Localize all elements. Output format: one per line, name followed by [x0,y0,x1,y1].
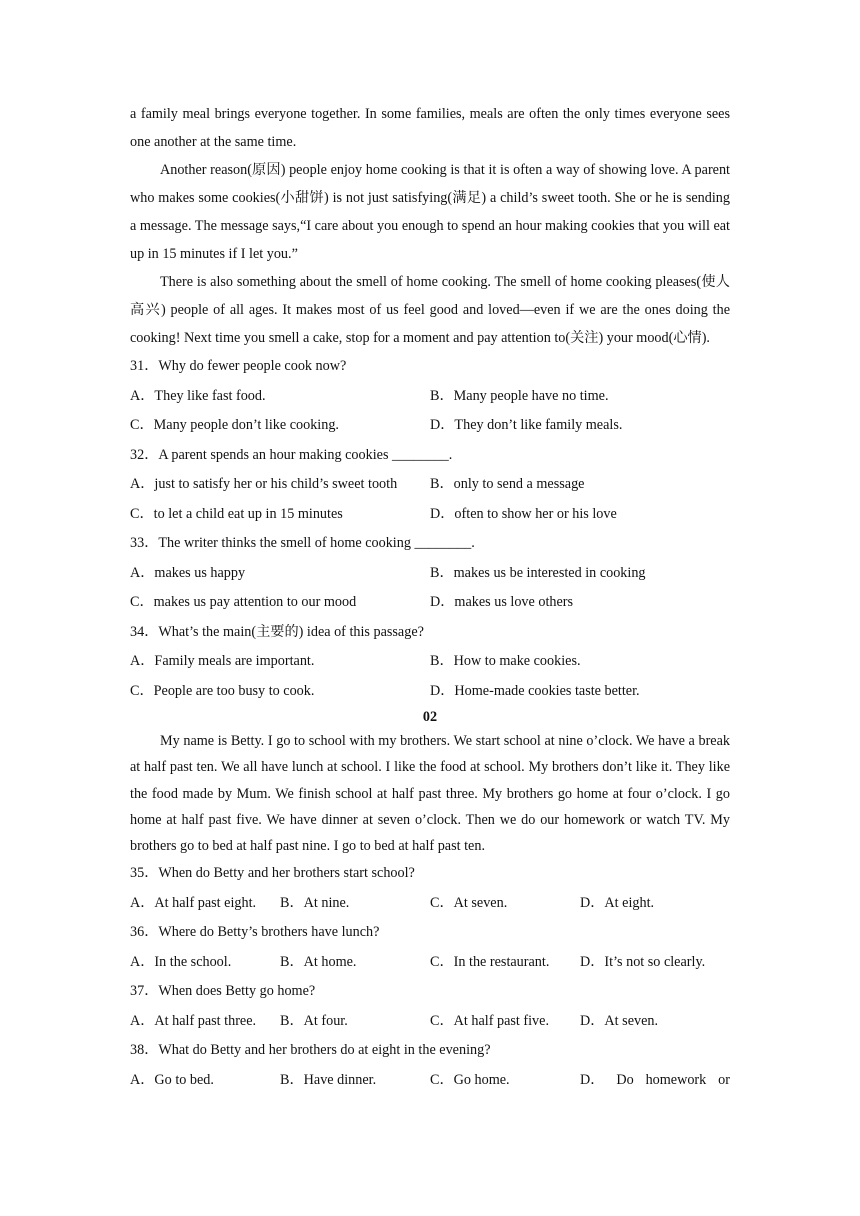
question-31-options-row-2 [130,411,730,441]
question-34-option-d: D．Home-made cookies taste better. [430,682,640,699]
question-38-option-c: C．Go home. [430,1071,510,1088]
question-35-option-b: B．At nine. [280,894,350,911]
passage2-paragraph: My name is Betty. I go to school with my brothers. We start school at nine o’clock. We have a break at half past ten. We all have lunch at school. I like the food at school. My brothers don’t like it. They like the food made by Mum. We finish school at half past three. My brothers go home at four o’clock. I go home at half past five. We have dinner at seven o’clock. Then we do our homework or watch TV. My brothers go to bed at half past nine. I go to bed at half past ten. [130,733,730,855]
question-38-option-b: B．Have dinner. [280,1071,377,1088]
question-38-option-d-word-2: homework [645,1071,707,1088]
question-33-stem: 33．The writer thinks the smell of home cooking ________. [130,535,475,551]
question-38-option-a: A．Go to bed. [130,1071,214,1088]
question-31-option-b: B．Many people have no time. [430,387,609,404]
question-32-option-d: D．often to show her or his love [430,505,617,522]
question-34-option-a: A．Family meals are important. [130,653,315,669]
question-38-option-d-letter: D． [580,1071,605,1088]
question-36-options-row [130,948,730,978]
section-heading: 02 [422,709,438,725]
question-36-option-c: C．In the restaurant. [430,953,550,970]
question-33-option-c: C．makes us pay attention to our mood [130,594,357,610]
question-37-stem: 37．When does Betty go home? [130,983,316,1000]
question-35-option-c: C．At seven. [430,894,508,911]
question-38-options-row [130,1066,730,1096]
question-32-option-a: A．just to satisfy her or his child’s sweet tooth [130,476,398,492]
question-37-options-row [130,1007,730,1037]
question-32-options-row-1 [130,470,730,500]
question-36-option-a: A．In the school. [130,953,232,970]
question-34-option-c: C．People are too busy to cook. [130,682,315,699]
question-36-option-b: B．At home. [280,953,357,970]
question-31-options-row-1 [130,382,730,412]
question-37-option-b: B．At four. [280,1012,348,1029]
question-32-option-c: C．to let a child eat up in 15 minutes [130,505,343,522]
question-36-option-d: D．It’s not so clearly. [580,953,706,970]
question-34-stem: 34．What’s the main(主要的) idea of this passage? [130,623,424,640]
question-32-options-row-2 [130,500,730,530]
question-31-option-c: C．Many people don’t like cooking. [130,417,339,433]
passage1-paragraph-3: There is also something about the smell of home cooking. The smell of home cooking pleases(使人高兴) people of all ages. It makes most of us feel good and loved—even if we are the ones doing the cooking! Next time you smell a cake, stop for a moment and pay attention to(关注) your mood(心情). [130,274,730,346]
question-36-stem: 36．Where do Betty’s brothers have lunch? [130,924,380,941]
question-33-options-row-1 [130,559,730,589]
question-33-options-row-2 [130,588,730,618]
question-37-option-d: D．At seven. [580,1012,659,1029]
question-33-option-a: A．makes us happy [130,564,246,581]
question-31-stem: 31．Why do fewer people cook now? [130,358,347,374]
document-page [130,100,730,1095]
question-35-options-row [130,889,730,919]
question-34-options-row-1 [130,647,730,677]
question-33-option-d: D．makes us love others [430,594,574,610]
question-34-option-b: B．How to make cookies. [430,653,581,669]
passage1-paragraph-2: Another reason(原因) people enjoy home cooking is that it is often a way of showing love. A parent who makes some cookies(小甜饼) is not just satisfying(满足) a child’s sweet tooth. She or he is sending a message. The message says,“I care about you enough to spend an hour making cookies that you will eat up in 15 minutes if I let you.” [130,162,730,262]
passage1-paragraph-1: a family meal brings everyone together. In some families, meals are often the only times everyone sees one another at the same time. [130,106,730,150]
question-35-stem: 35．When do Betty and her brothers start school? [130,865,415,882]
question-37-option-c: C．At half past five. [430,1012,549,1029]
question-38-option-d-word-3: or [718,1071,730,1088]
question-33-option-b: B．makes us be interested in cooking [430,564,646,581]
question-34-options-row-2 [130,677,730,707]
question-35-option-a: A．At half past eight. [130,894,257,911]
question-38-option-d [580,1066,730,1096]
question-31-option-d: D．They don’t like family meals. [430,417,623,433]
question-32-stem: 32．A parent spends an hour making cookies ________. [130,446,453,463]
question-35-option-d: D．At eight. [580,894,655,911]
question-31-option-a: A．They like fast food. [130,387,266,404]
question-32-option-b: B．only to send a message [430,476,585,492]
question-38-stem: 38．What do Betty and her brothers do at eight in the evening? [130,1042,491,1059]
question-38-option-d-word-1: Do [616,1071,634,1088]
question-37-option-a: A．At half past three. [130,1012,257,1029]
